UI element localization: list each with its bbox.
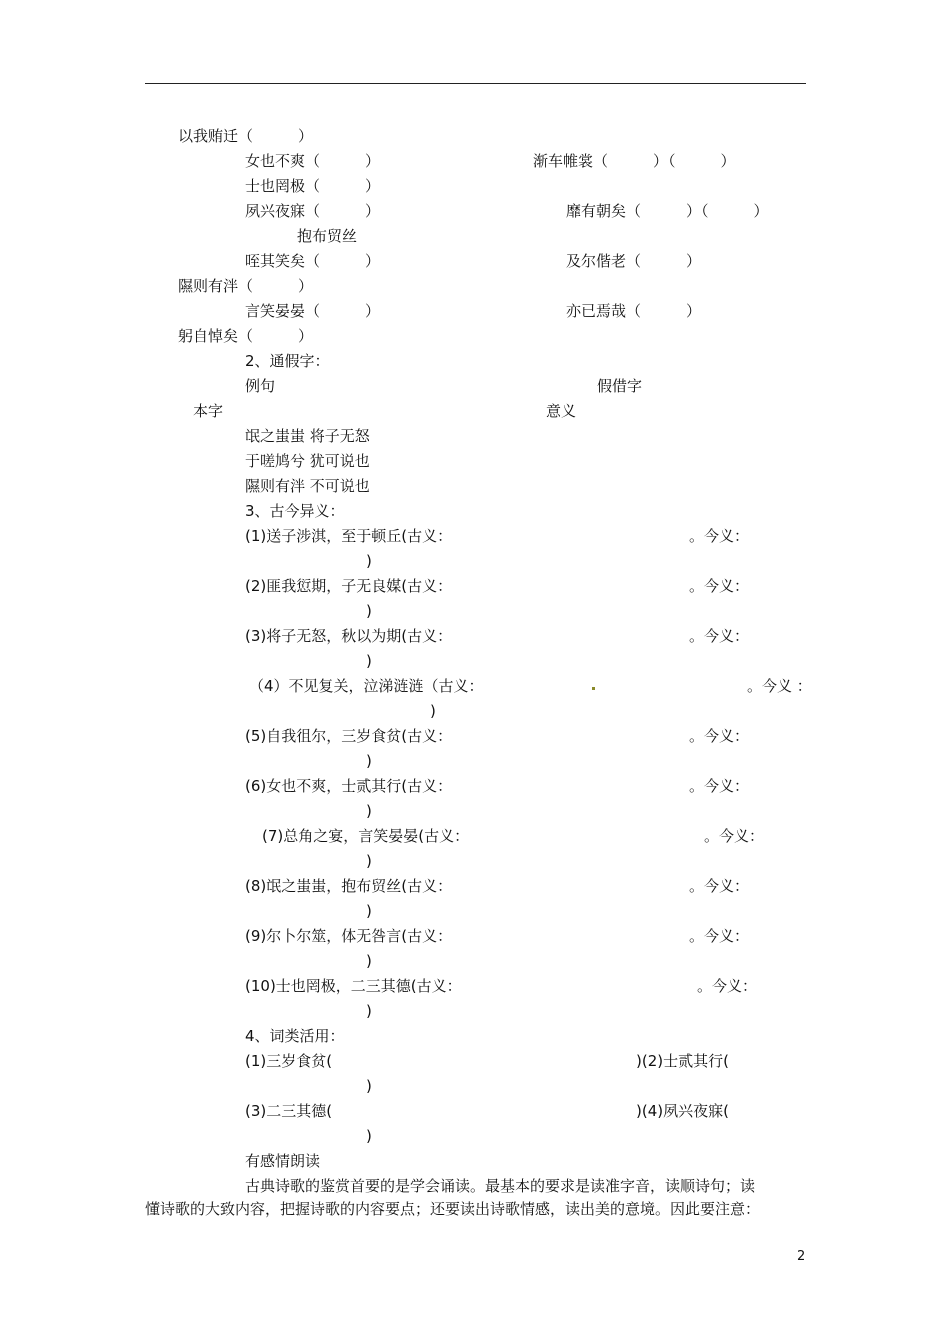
vocab-line: 渐车帷裳（ ）（ ） [533, 152, 736, 170]
question-line: 。今义： [689, 727, 750, 745]
question-line: (9)尔卜尔筮，体无咎言(古义： [245, 927, 453, 945]
question-line: (2)匪我愆期，子无良媒(古义： [245, 577, 453, 595]
column-header: 意义 [546, 402, 577, 420]
column-header: 假借字 [597, 377, 643, 395]
question-line: (10)士也罔极，二三其德(古义： [245, 977, 462, 995]
vocab-line: 夙兴夜寐（ ） [245, 202, 381, 220]
stray-mark [592, 687, 595, 690]
column-header: 本字 [193, 402, 224, 420]
question-line: ) [366, 602, 372, 620]
question-line: ) [366, 1127, 372, 1145]
question-line: ) [366, 952, 372, 970]
question-line: (3)二三其德( [245, 1102, 333, 1120]
example-line: 于嗟鸠兮 犹可说也 [245, 452, 370, 470]
question-line: ) [430, 702, 436, 720]
vocab-line: 靡有朝矣（ ）（ ） [566, 202, 769, 220]
question-line: (3)将子无怒，秋以为期(古义： [245, 627, 453, 645]
vocab-line: 以我贿迁（ ） [178, 127, 314, 145]
vocab-line: 及尔偕老（ ） [566, 252, 702, 270]
question-line: (8)氓之蚩蚩，抱布贸丝(古义： [245, 877, 453, 895]
question-line: (1)三岁食贫( [245, 1052, 333, 1070]
vocab-line: 躬自悼矣（ ） [178, 327, 314, 345]
question-line: （4）不见复关，泣涕涟涟（古义： [249, 677, 484, 695]
question-line: (5)自我徂尔，三岁食贫(古义： [245, 727, 453, 745]
page-number: 2 [797, 1249, 806, 1264]
question-line: (6)女也不爽，士贰其行(古义： [245, 777, 453, 795]
section-heading: 3、古今异义： [245, 502, 345, 520]
question-line: ) [366, 802, 372, 820]
vocab-line: 咥其笑矣（ ） [245, 252, 381, 270]
question-line: 。今义： [697, 977, 758, 995]
example-line: 氓之蚩蚩 将子无怒 [245, 427, 370, 445]
question-line: )(2)士贰其行( [636, 1052, 729, 1070]
vocab-line: 抱布贸丝 [297, 227, 358, 245]
question-line: ) [366, 1077, 372, 1095]
column-header: 例句 [245, 377, 276, 395]
question-line: ) [366, 752, 372, 770]
example-line: 隰则有泮 不可说也 [245, 477, 370, 495]
question-line: ) [366, 902, 372, 920]
question-line: 。今义： [689, 527, 750, 545]
question-line: 。今义： [689, 627, 750, 645]
question-line: ) [366, 852, 372, 870]
question-line: 。今义： [689, 877, 750, 895]
vocab-line: 女也不爽（ ） [245, 152, 381, 170]
header-rule [145, 83, 806, 84]
paragraph-line: 古典诗歌的鉴赏首要的是学会诵读。最基本的要求是读准字音，读顺诗句；读 [245, 1177, 756, 1195]
question-line: ) [366, 552, 372, 570]
question-line: ) [366, 652, 372, 670]
question-line: 。今义： [704, 827, 765, 845]
question-line: 。今义： [689, 927, 750, 945]
question-line: 。今义： [689, 577, 750, 595]
question-line: 。今义 ： [747, 677, 812, 695]
section-heading: 4、词类活用： [245, 1027, 345, 1045]
question-line: (7)总角之宴，言笑晏晏(古义： [262, 827, 470, 845]
question-line: 。今义： [689, 777, 750, 795]
vocab-line: 士也罔极（ ） [245, 177, 381, 195]
section-heading: 有感情朗读 [245, 1152, 321, 1170]
vocab-line: 隰则有泮（ ） [178, 277, 314, 295]
vocab-line: 言笑晏晏（ ） [245, 302, 381, 320]
paragraph-line: 懂诗歌的大致内容，把握诗歌的内容要点；还要读出诗歌情感，读出美的意境。因此要注意： [145, 1200, 761, 1218]
vocab-line: 亦已焉哉（ ） [566, 302, 702, 320]
question-line: )(4)夙兴夜寐( [636, 1102, 729, 1120]
question-line: (1)送子涉淇，至于顿丘(古义： [245, 527, 453, 545]
section-heading: 2、通假字： [245, 352, 330, 370]
question-line: ) [366, 1002, 372, 1020]
